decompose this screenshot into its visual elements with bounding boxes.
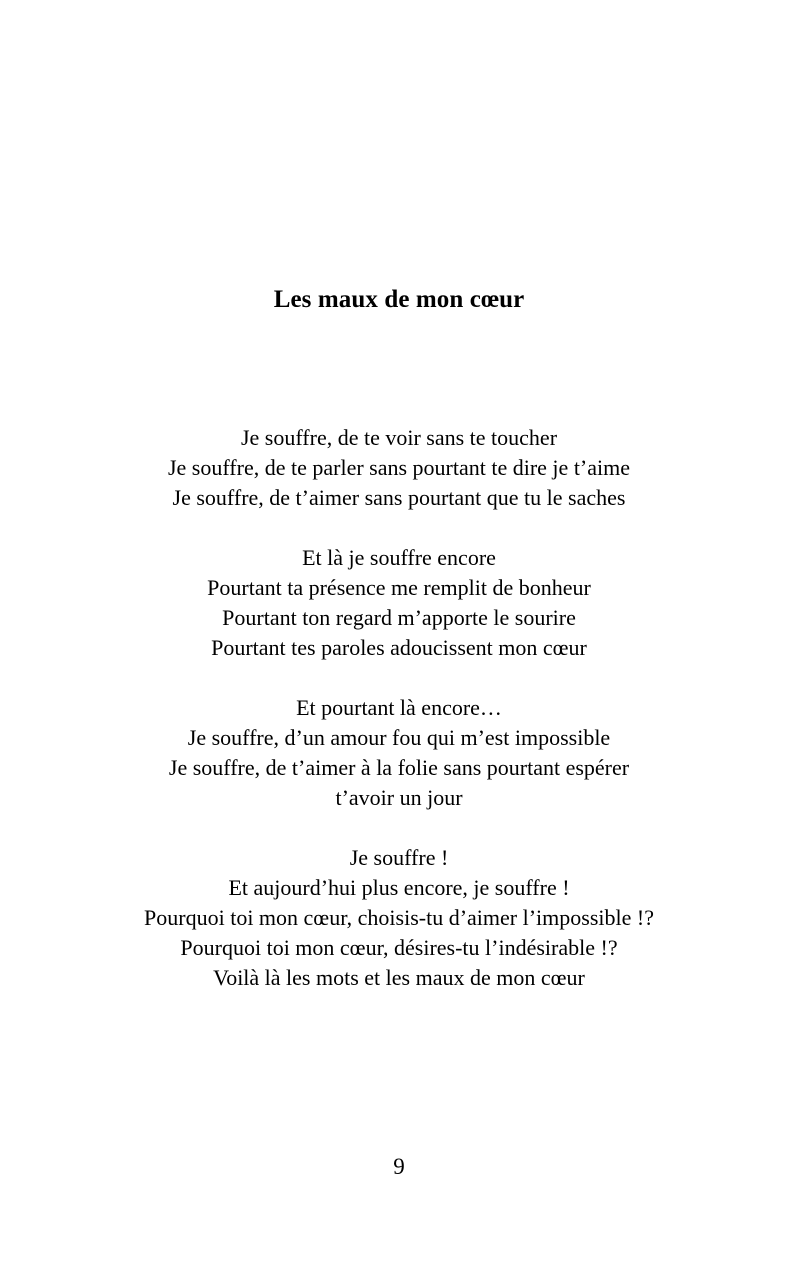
verse-line: Je souffre, de t’aimer sans pourtant que tu le saches	[172, 485, 626, 510]
verse-line: Je souffre, d’un amour fou qui m’est impossible	[187, 725, 611, 750]
verse-line: Je souffre, de te voir sans te toucher	[240, 425, 558, 450]
poem-body	[0, 423, 798, 1023]
page-number: 9	[393, 1154, 405, 1179]
verse-line: Voilà là les mots et les maux de mon cœur	[213, 965, 585, 990]
stanza-2	[0, 543, 798, 663]
verse-line: t’avoir un jour	[335, 785, 463, 810]
verse-line: Pourtant ta présence me remplit de bonheur	[207, 575, 591, 600]
verse-line: Je souffre, de te parler sans pourtant te dire je t’aime	[167, 455, 631, 480]
verse-line: Pourquoi toi mon cœur, désires-tu l’indésirable !?	[180, 935, 618, 960]
verse-line: Et pourtant là encore…	[296, 695, 502, 720]
verse-line: Je souffre, de t’aimer à la folie sans pourtant espérer	[168, 755, 630, 780]
verse-line: Et aujourd’hui plus encore, je souffre !	[228, 875, 570, 900]
verse-line: Je souffre !	[349, 845, 449, 870]
stanza-3	[0, 693, 798, 813]
poem-title: Les maux de mon cœur	[273, 286, 525, 313]
verse-line: Et là je souffre encore	[302, 545, 496, 570]
verse-line: Pourquoi toi mon cœur, choisis-tu d’aimer l’impossible !?	[144, 905, 654, 930]
verse-line: Pourtant tes paroles adoucissent mon cœur	[211, 635, 587, 660]
stanza-4	[0, 843, 798, 993]
verse-line: Pourtant ton regard m’apporte le sourire	[222, 605, 576, 630]
stanza-1	[0, 423, 798, 513]
